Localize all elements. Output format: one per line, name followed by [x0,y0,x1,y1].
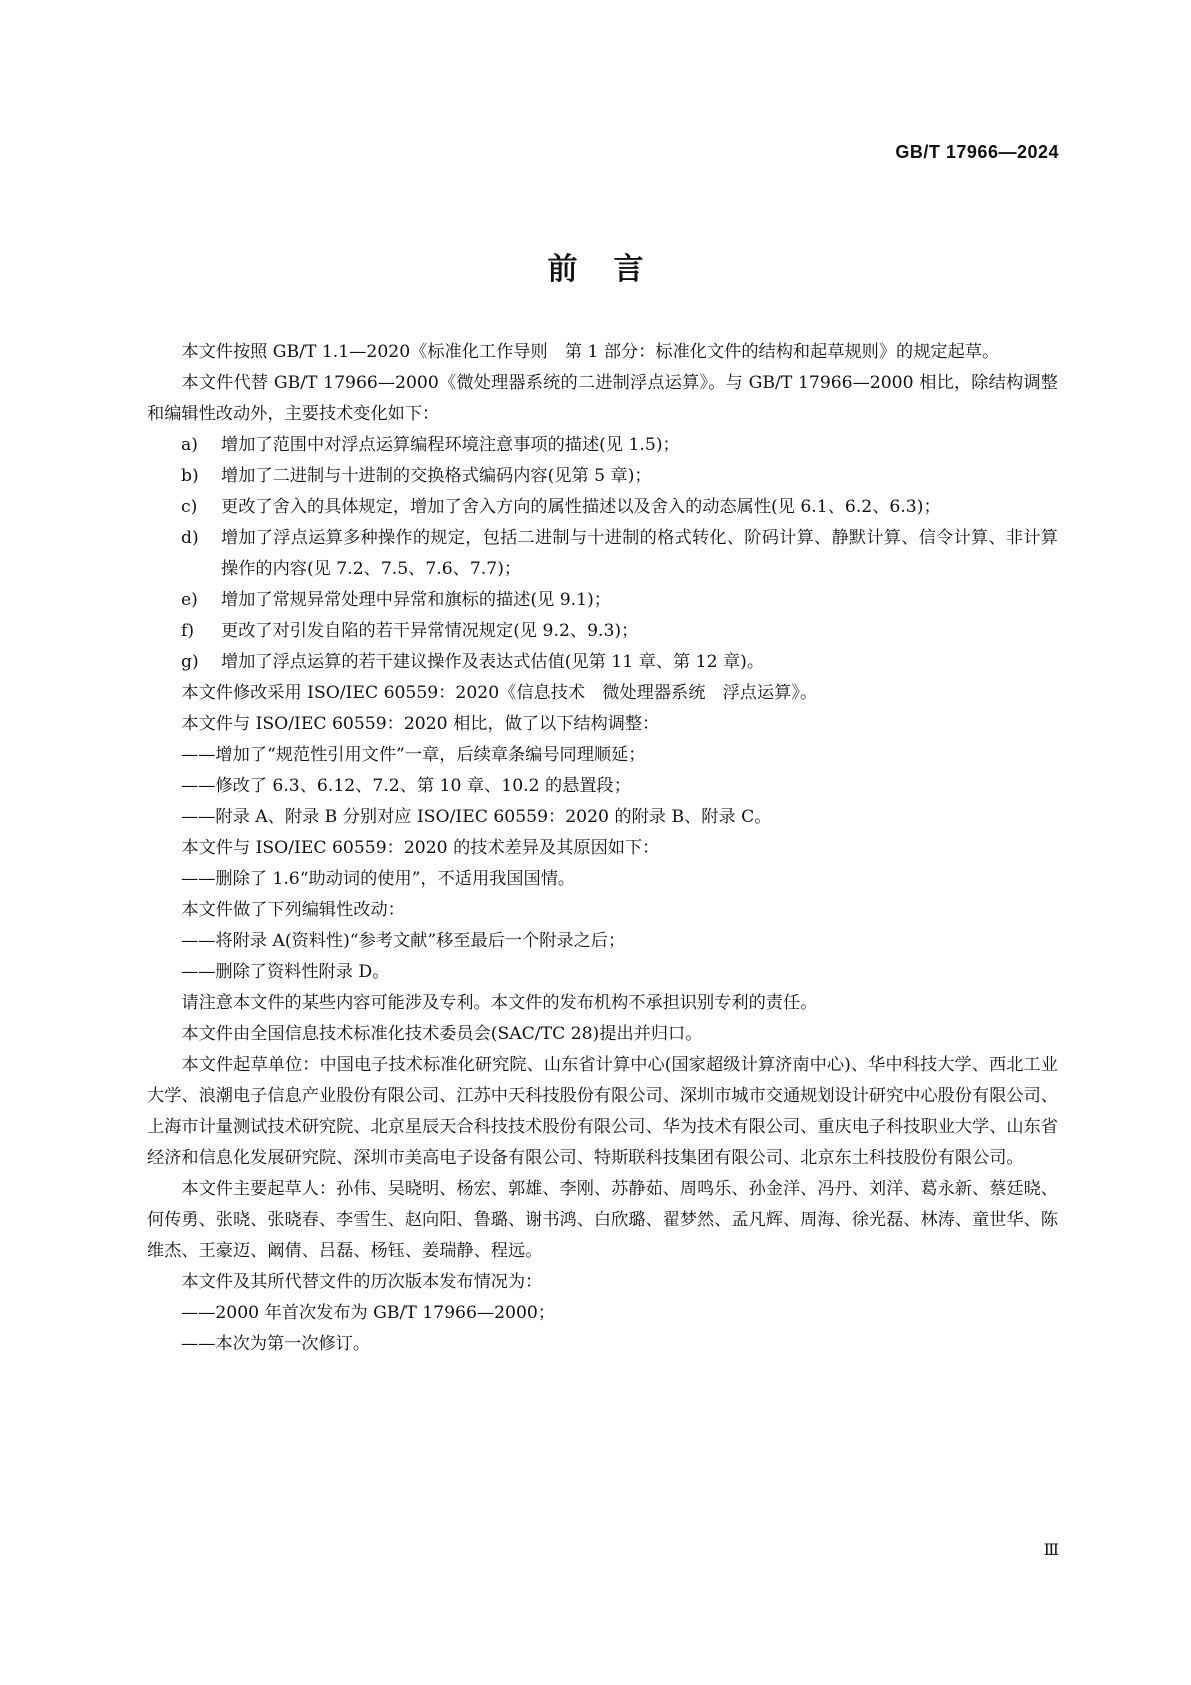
list-marker: f) [181,621,195,641]
list-marker: d) [181,528,199,548]
paragraph-patent-notice: 请注意本文件的某些内容可能涉及专利。本文件的发布机构不承担识别专利的责任。 [181,993,818,1013]
list-text: 增加了浮点运算多种操作的规定，包括二进制与十进制的格式转化、阶码计算、静默计算、信令计算、非计算操作的内容(见 7.2、7.5、7.6、7.7)； [221,528,1058,579]
dash-item: ——将附录 A(资料性)“参考文献”移至最后一个附录之后； [181,931,626,951]
paragraph-editorial-intro: 本文件做了下列编辑性改动： [181,900,405,920]
page-title: 前言 [547,252,680,287]
paragraph-technical-intro: 本文件与 ISO/IEC 60559：2020 的技术差异及其原因如下： [181,838,660,858]
dash-item: ——2000 年首次发布为 GB/T 17966—2000； [181,1303,556,1323]
paragraph-replacement: 本文件代替 GB/T 17966—2000《微处理器系统的二进制浮点运算》。与 GB/T 17966—2000 相比，除结构调整和编辑性改动外，主要技术变化如下： [147,373,1058,424]
list-item [147,585,1058,616]
paragraph-structural-intro: 本文件与 ISO/IEC 60559：2020 相比，做了以下结构调整： [181,714,660,734]
dash-item: ——删除了资料性附录 D。 [181,962,390,982]
list-marker: a) [181,435,198,455]
list-text: 更改了对引发自陷的若干异常情况规定(见 9.2、9.3)； [221,621,639,641]
dash-item: ——本次为第一次修订。 [181,1334,371,1354]
page-number: Ⅲ [1043,1540,1059,1559]
list-marker: e) [181,590,198,610]
foreword-body [147,337,1058,1360]
list-text: 增加了浮点运算的若干建议操作及表达式估值(见第 11 章、第 12 章)。 [221,652,765,672]
list-item [147,647,1058,678]
dash-item: ——删除了 1.6“助动词的使用”，不适用我国国情。 [181,869,576,889]
list-item [147,492,1058,523]
dash-item: ——增加了“规范性引用文件”一章，后续章条编号同理顺延； [181,745,646,765]
list-item [147,461,1058,492]
paragraph-history-intro: 本文件及其所代替文件的历次版本发布情况为： [181,1272,543,1292]
list-text: 增加了范围中对浮点运算编程环境注意事项的描述(见 1.5)； [221,435,680,455]
list-marker: b) [181,466,199,486]
list-text: 增加了常规异常处理中异常和旗标的描述(见 9.1)； [221,590,611,610]
dash-item: ——附录 A、附录 B 分别对应 ISO/IEC 60559：2020 的附录 B、附录 C。 [181,807,772,827]
list-item [147,616,1058,647]
list-item [147,430,1058,461]
paragraph-drafting-basis: 本文件按照 GB/T 1.1—2020《标准化工作导则 第 1 部分：标准化文件的结构和起草规则》的规定起草。 [181,342,1000,362]
list-text: 增加了二进制与十进制的交换格式编码内容(见第 5 章)； [221,466,652,486]
paragraph-drafting-units: 本文件起草单位：中国电子技术标准化研究院、山东省计算中心(国家超级计算济南中心)、华中科技大学、西北工业大学、浪潮电子信息产业股份有限公司、江苏中天科技股份有限公司、深圳市城市交通规划设计研究中心股份有限公司、上海市计量测试技术研究院、北京星辰天合科技技术股份有限公司、华为技术有限公司、重庆电子科技职业大学、山东省经济和信息化发展研究院、深圳市美高电子设备有限公司、特斯联科技集团有限公司、北京东土科技股份有限公司。 [147,1055,1058,1168]
paragraph-drafters: 本文件主要起草人：孙伟、吴晓明、杨宏、郭雄、李刚、苏静茹、周鸣乐、孙金洋、冯丹、刘洋、葛永新、蔡廷晓、何传勇、张晓、张晓春、李雪生、赵向阳、鲁璐、谢书鸿、白欣璐、翟梦然、孟凡辉、周海、徐光磊、林涛、童世华、陈维杰、王豪迈、阚倩、吕磊、杨钰、姜瑞静、程远。 [147,1179,1058,1261]
standard-number: GB/T 17966—2024 [895,142,1059,162]
paragraph-adoption: 本文件修改采用 ISO/IEC 60559：2020《信息技术 微处理器系统 浮点运算》。 [181,683,818,703]
list-item [147,523,1058,585]
list-marker: c) [181,497,198,517]
dash-item: ——修改了 6.3、6.12、7.2、第 10 章、10.2 的悬置段； [181,776,631,796]
paragraph-committee: 本文件由全国信息技术标准化技术委员会(SAC/TC 28)提出并归口。 [181,1024,703,1044]
list-text: 更改了舍入的具体规定，增加了舍入方向的属性描述以及舍入的动态属性(见 6.1、6.2、6.3)； [221,497,941,517]
list-marker: g) [181,652,199,672]
